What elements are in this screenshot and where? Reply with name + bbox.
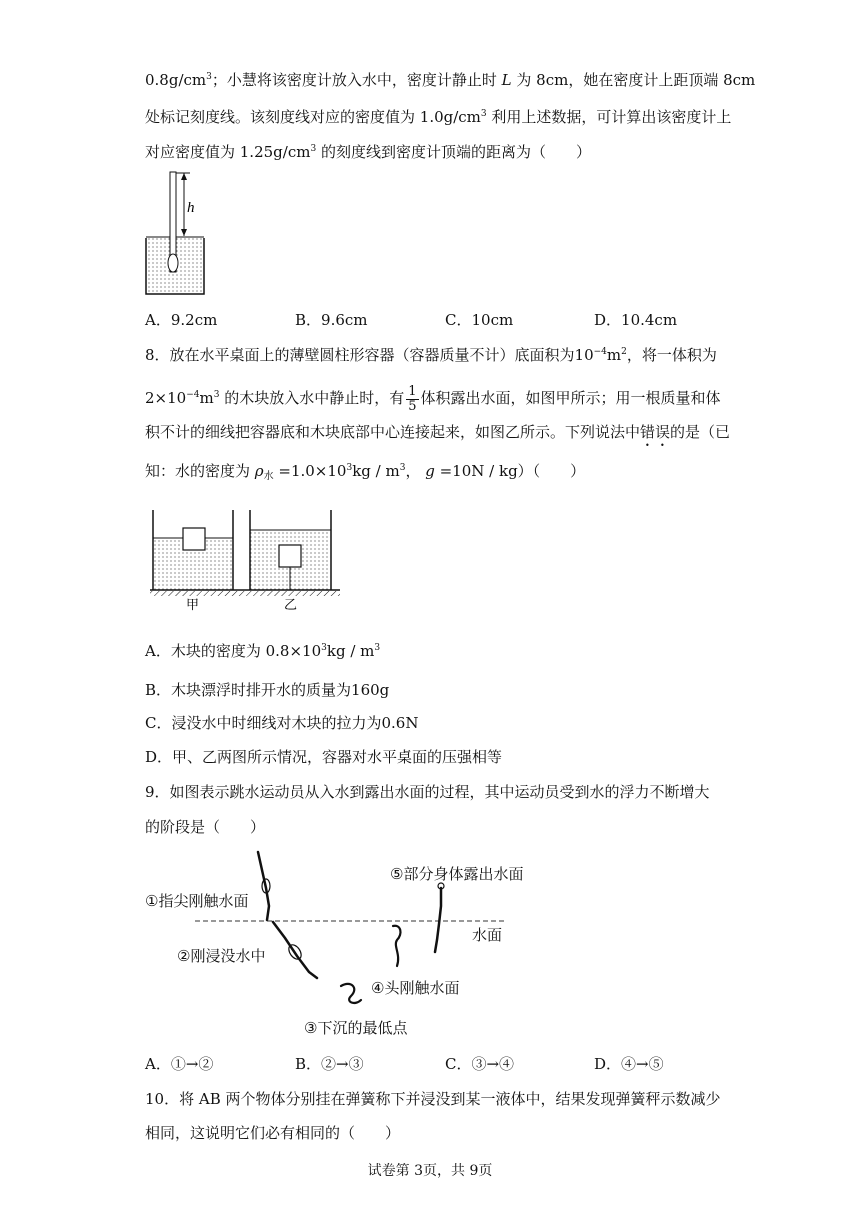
q10-line-2: 相同，这说明它们必有相同的（ ） — [145, 1124, 401, 1142]
q9-option-d: D．④→⑤ — [594, 1055, 664, 1073]
q8-line-4: 知：水的密度为 $\rho_水 =1.0\times 10^3kg / m^3$， g =10N / kg）（ ） — [145, 462, 586, 482]
arrow-up-icon — [181, 173, 187, 180]
fraction-one-fifth: $\frac{1}{5}$ — [408, 383, 417, 414]
q7-line-3: 对应密度值为 $1.25g/cm^3$ 的刻度线到密度计顶端的距离为（ ） — [145, 143, 591, 161]
arrow-down-icon — [181, 229, 187, 236]
label-yi: 乙 — [284, 598, 298, 612]
wood-block-figure — [150, 508, 340, 612]
label-stage-5: ⑤部分身体露出水面 — [390, 865, 524, 883]
q8-line-1: 8．放在水平桌面上的薄壁圆柱形容器（容器质量不计）底面积为$10^{-4}m^2$，将一体积为 — [145, 346, 717, 364]
diver-1 — [258, 852, 269, 920]
label-stage-2: ②刚浸没水中 — [177, 947, 266, 965]
q9-option-b: B．②→③ — [295, 1055, 364, 1073]
q10-line-1: 10．将 AB 两个物体分别挂在弹簧称下并浸没到某一液体中，结果发现弹簧秤示数减少 — [145, 1090, 721, 1108]
hydrometer-bulb — [168, 254, 178, 272]
label-jia: 甲 — [186, 598, 200, 612]
wood-block-yi — [279, 545, 301, 567]
diver-2 — [273, 922, 317, 978]
q8-option-c: C．浸没水中时细线对木块的拉力为0.6N — [145, 714, 419, 732]
hydrometer-figure — [140, 170, 210, 298]
wood-block-jia — [183, 528, 205, 550]
h-label: h — [187, 200, 195, 216]
q9-option-c: C．③→④ — [445, 1055, 515, 1073]
q9-line-1: 9．如图表示跳水运动员从入水到露出水面的过程，其中运动员受到水的浮力不断增大 — [145, 783, 710, 801]
page-footer: 试卷第 3页，共 9页 — [367, 1163, 493, 1179]
q7-line-1: $0.8g/cm^3$；小慧将该密度计放入水中，密度计静止时 L 为 8cm，她在密度计上距顶端 8cm — [145, 71, 756, 89]
q9-line-2: 的阶段是（ ） — [145, 818, 266, 836]
q7-option-b: B．9.6cm — [295, 311, 368, 329]
diver-4 — [393, 926, 400, 966]
q8-option-b: B．木块漂浮时排开水的质量为160g — [145, 681, 390, 699]
q7-option-a: A．9.2cm — [145, 311, 218, 329]
diver-5 — [435, 888, 441, 952]
diver-3 — [341, 984, 361, 1003]
q8-line-2: $2\times 10^{-4}m^3$ 的木块放入水中静止时，有 $\frac{1}{5}$ 体积露出水面，如图甲所示；用一根质量和体 — [145, 383, 721, 414]
label-water-surface: 水面 — [472, 926, 503, 944]
q8-line-3: 积不计的细线把容器底和木块底部中心连接起来，如图乙所示。下列说法中错误的是（已 — [145, 423, 731, 441]
q7-option-c: C．10cm — [445, 311, 514, 329]
diver-figure — [145, 848, 545, 1048]
q7-line-2: 处标记刻度线。该刻度线对应的密度值为 $1.0g/cm^3$ 利用上述数据，可计算出该密度计上 — [145, 108, 732, 126]
label-stage-3: ③下沉的最低点 — [304, 1019, 408, 1037]
label-stage-1: ①指尖刚触水面 — [145, 892, 249, 910]
q9-option-a: A．①→② — [145, 1055, 214, 1073]
label-stage-4: ④头刚触水面 — [371, 979, 460, 997]
q7-option-d: D．10.4cm — [594, 311, 678, 329]
q8-option-a: A．木块的密度为 $0.8\times 10^3kg / m^3$ — [145, 642, 381, 660]
q8-option-d: D．甲、乙两图所示情况，容器对水平桌面的压强相等 — [145, 748, 503, 766]
